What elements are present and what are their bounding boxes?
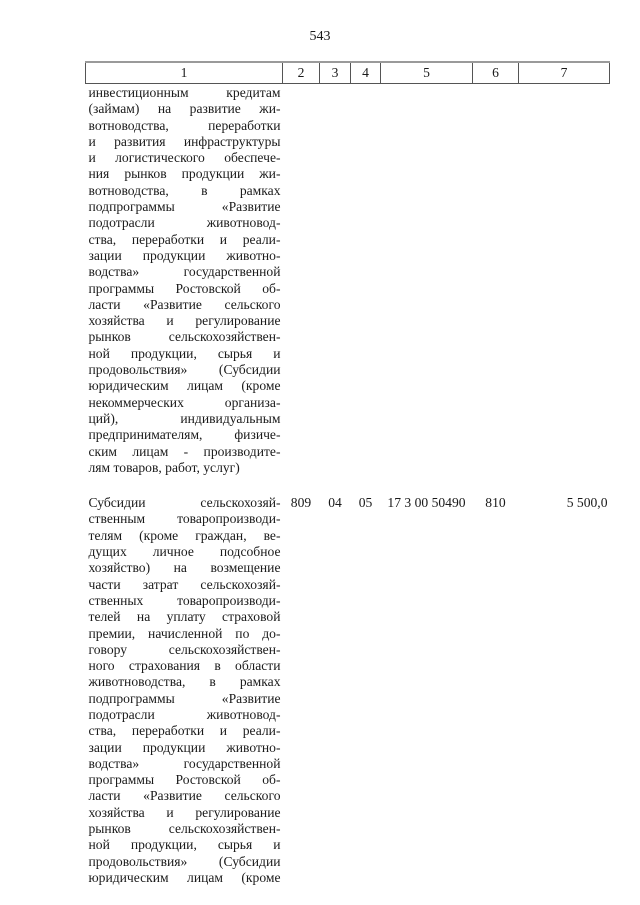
- row-description: [86, 476, 283, 886]
- description-line: ственных товаропроизводи-: [88, 592, 281, 608]
- page-number: 543: [309, 29, 331, 44]
- description-line: юридическим лицам (кроме: [88, 869, 281, 885]
- description-line: телям (кроме граждан, ве-: [88, 527, 281, 543]
- description-line: некоммерческих организа-: [88, 394, 281, 410]
- description-line: вотноводства, переработки: [88, 117, 281, 133]
- description-line: водства» государственной: [88, 264, 281, 280]
- description-line: хозяйства и регулирование: [88, 804, 281, 820]
- target-article-code: 17 3 00 50490: [387, 495, 466, 511]
- ministry-code: [283, 84, 320, 477]
- description-line: рынков сельскохозяйствен-: [88, 821, 281, 837]
- description-line: ства, переработки и реали-: [88, 723, 281, 739]
- description-line: хозяйства и регулирование: [88, 313, 281, 329]
- ministry-code: 809: [290, 495, 312, 511]
- header-col-5: 5: [381, 62, 473, 84]
- header-col-1: 1: [86, 62, 283, 84]
- description-line: вотноводства, в рамках: [88, 182, 281, 198]
- description-line: лям товаров, работ, услуг): [88, 459, 240, 475]
- description-line: животноводства, в рамках: [88, 674, 281, 690]
- description-line: предпринимателям, физиче-: [88, 427, 281, 443]
- description-line: ласти «Развитие сельского: [88, 296, 281, 312]
- description-line: (займам) на развитие жи-: [88, 101, 281, 117]
- description-line: водства» государственной: [88, 755, 281, 771]
- description-line: хозяйство) на возмещение: [88, 560, 281, 576]
- description-line: ной продукции, сырья и: [88, 345, 281, 361]
- amount-value: [519, 84, 610, 477]
- description-line: ства, переработки и реали-: [88, 231, 281, 247]
- description-line: ного страхования в области: [88, 658, 281, 674]
- description-line: инвестиционным кредитам: [88, 85, 281, 100]
- description-line: говору сельскохозяйствен-: [88, 641, 281, 657]
- description-line: юридическим лицам (кроме: [88, 378, 281, 394]
- description-line: ния рынков продукции жи-: [88, 166, 281, 182]
- section-code: 04: [328, 495, 342, 511]
- description-line: подотрасли животновод-: [88, 706, 281, 722]
- description-line: и развития инфраструктуры: [88, 133, 281, 149]
- target-article-code: [381, 84, 473, 477]
- table-row: [86, 476, 610, 886]
- description-line: премии, начисленной по до-: [88, 625, 281, 641]
- subsection-code: [351, 84, 381, 477]
- header-col-6: 6: [473, 62, 519, 84]
- table-row: [86, 84, 610, 477]
- description-line: дущих личное подсобное: [88, 544, 281, 560]
- header-col-2: 2: [283, 62, 320, 84]
- header-row: [86, 62, 610, 84]
- description-line: продовольствия» (Субсидии: [88, 362, 281, 378]
- header-col-3: 3: [320, 62, 351, 84]
- description-line: и логистического обеспече-: [88, 150, 281, 166]
- description-line: подотрасли животновод-: [88, 215, 281, 231]
- description-line: части затрат сельскохозяй-: [88, 576, 281, 592]
- header-col-4: 4: [351, 62, 381, 84]
- description-line: ной продукции, сырья и: [88, 837, 281, 853]
- description-line: ским лицам - производите-: [88, 443, 281, 459]
- description-line: подпрограммы «Развитие: [88, 690, 281, 706]
- row-description: [86, 84, 283, 477]
- description-line: телей на уплату страховой: [88, 609, 281, 625]
- description-line: ственным товаропроизводи-: [88, 511, 281, 527]
- expense-type-code: [473, 84, 519, 477]
- budget-table: [85, 61, 610, 886]
- description-line: программы Ростовской об-: [88, 772, 281, 788]
- expense-type-code: 810: [485, 495, 506, 511]
- description-line: подпрограммы «Развитие: [88, 199, 281, 215]
- description-line: ций), индивидуальным: [88, 410, 281, 426]
- description-line: Субсидии сельскохозяй-: [88, 495, 281, 511]
- subsection-code: 05: [358, 495, 373, 511]
- description-line: зации продукции животно-: [88, 247, 281, 263]
- description-line: продовольствия» (Субсидии: [88, 853, 281, 869]
- description-line: программы Ростовской об-: [88, 280, 281, 296]
- description-line: зации продукции животно-: [88, 739, 281, 755]
- description-line: рынков сельскохозяйствен-: [88, 329, 281, 345]
- description-line: ласти «Развитие сельского: [88, 788, 281, 804]
- header-col-7: 7: [519, 62, 610, 84]
- section-code: [320, 84, 351, 477]
- amount-value: 5 500,0: [566, 495, 608, 511]
